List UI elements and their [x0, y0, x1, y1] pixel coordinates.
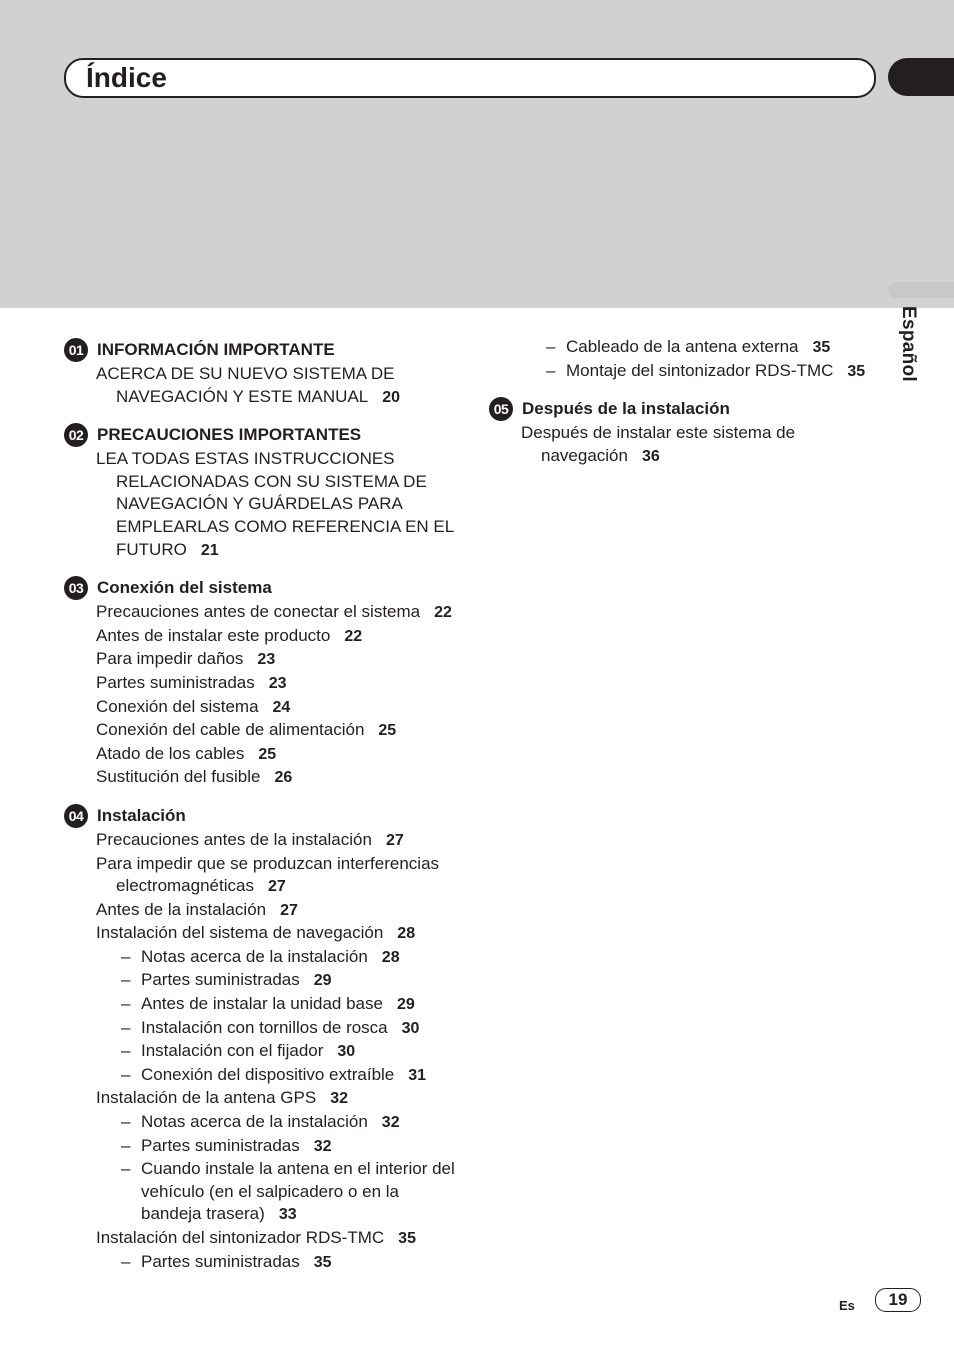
- toc-entry-text: LEA TODAS ESTAS INSTRUCCIONES RELACIONADAS CON SU SISTEMA DE NAVEGACIÓN Y GUÁRDELAS PARA EMPLEARLAS COMO REFERENCIA EN EL FUTURO: [96, 449, 454, 559]
- section-title: Conexión del sistema: [97, 578, 272, 598]
- toc-entry-page: 33: [278, 1206, 297, 1224]
- subentry-dash: –: [546, 337, 556, 356]
- toc-subentry[interactable]: [64, 1017, 464, 1041]
- subentry-dash: –: [121, 994, 131, 1014]
- toc-entry[interactable]: [64, 672, 464, 696]
- toc-entry[interactable]: [64, 625, 464, 649]
- page-number: 19: [875, 1288, 921, 1312]
- toc-entry-text: Antes de la instalación: [96, 899, 267, 919]
- page-title: Índice: [86, 62, 167, 93]
- toc-subentry[interactable]: [64, 1135, 464, 1159]
- subentry-dash: –: [121, 946, 131, 966]
- toc-entry-text: Conexión del dispositivo extraíble: [141, 1064, 395, 1084]
- toc-entry-page: 36: [641, 447, 660, 465]
- toc-entry-text: Cableado de la antena externa: [566, 337, 799, 356]
- toc-subentry[interactable]: [64, 946, 464, 970]
- toc-entry-page: 27: [280, 901, 298, 919]
- toc-entry-text: Para impedir que se produzcan interferencias electromagnéticas: [96, 853, 440, 896]
- toc-entry[interactable]: [64, 1227, 464, 1251]
- section-title: Instalación: [97, 805, 186, 825]
- toc-entry-text: Precauciones antes de la instalación: [96, 829, 372, 849]
- toc-entry-page: 25: [258, 745, 277, 763]
- toc-section: [64, 423, 464, 562]
- toc-entry[interactable]: [64, 853, 464, 899]
- section-title: INFORMACIÓN IMPORTANTE: [97, 340, 335, 359]
- toc-subentry[interactable]: [64, 1064, 464, 1088]
- toc-subentry[interactable]: [64, 1111, 464, 1135]
- toc-subentry[interactable]: [64, 1040, 464, 1064]
- subentry-dash: –: [121, 1041, 131, 1061]
- toc-entry-text: Antes de instalar este producto: [96, 625, 331, 645]
- toc-entry[interactable]: [64, 766, 464, 790]
- toc-entry-text: Notas acerca de la instalación: [141, 946, 368, 966]
- subentry-dash: –: [121, 1017, 131, 1037]
- toc-entry-text: ACERCA DE SU NUEVO SISTEMA DE NAVEGACIÓN Y ESTE MANUAL: [96, 364, 395, 406]
- toc-entry-page: 27: [267, 878, 286, 896]
- toc-entry-page: 25: [378, 722, 397, 740]
- toc-entry[interactable]: [64, 899, 464, 923]
- toc-entry[interactable]: [64, 601, 464, 625]
- toc-entry-page: 28: [381, 948, 400, 966]
- toc-entry[interactable]: [64, 648, 464, 672]
- toc-entry-text: Atado de los cables: [96, 743, 245, 763]
- toc-section-heading[interactable]: [64, 576, 464, 600]
- toc-entry[interactable]: [64, 829, 464, 853]
- toc-entry-text: Conexión del sistema: [96, 696, 259, 716]
- toc-entry-text: Precauciones antes de conectar el sistema: [96, 602, 421, 622]
- section-title: PRECAUCIONES IMPORTANTES: [97, 425, 362, 445]
- toc-entry-text: Después de instalar este sistema de navegación: [521, 423, 796, 465]
- subentry-dash: –: [121, 1135, 131, 1155]
- section-number-badge: 03: [64, 576, 88, 600]
- toc-subentry[interactable]: [64, 1251, 464, 1275]
- toc-entry-text: Antes de instalar la unidad base: [141, 994, 383, 1014]
- toc-entry-page: 22: [434, 604, 452, 622]
- toc-entry-text: Partes suministradas: [96, 672, 255, 692]
- toc-entry-page: 27: [385, 831, 404, 849]
- toc-entry-text: Montaje del sintonizador RDS-TMC: [566, 360, 834, 380]
- section-number-badge: 05: [489, 397, 513, 421]
- subentry-dash: –: [121, 1251, 131, 1271]
- section-title: Después de la instalación: [522, 399, 730, 419]
- toc-entry-page: 28: [397, 925, 416, 943]
- toc-subentry[interactable]: [64, 969, 464, 993]
- toc-entry-page: 22: [344, 627, 363, 645]
- toc-entry-page: 21: [200, 541, 219, 559]
- toc-entry-page: 32: [330, 1090, 348, 1108]
- toc-left-column: [64, 338, 464, 1288]
- toc-entry[interactable]: [64, 448, 464, 562]
- toc-entry-page: 31: [408, 1066, 427, 1084]
- toc-entry[interactable]: [64, 922, 464, 946]
- title-frame: [64, 58, 876, 98]
- toc-entry-page: 20: [382, 388, 401, 406]
- toc-entry[interactable]: [489, 422, 889, 468]
- toc-entry-text: Partes suministradas: [141, 1251, 300, 1271]
- toc-entry-text: Instalación con tornillos de rosca: [141, 1017, 388, 1037]
- language-tab-marker: [888, 282, 954, 298]
- toc-entry-page: 30: [337, 1043, 356, 1061]
- toc-entry-page: 24: [272, 698, 291, 716]
- toc-section: [64, 804, 464, 1274]
- toc-entry-page: 26: [274, 769, 293, 787]
- toc-entry[interactable]: [64, 363, 464, 409]
- toc-entry-page: 30: [401, 1019, 420, 1037]
- toc-section: [64, 338, 464, 409]
- toc-entry-page: 23: [268, 674, 287, 692]
- toc-entry-text: Instalación del sintonizador RDS-TMC: [96, 1228, 385, 1247]
- toc-section-heading[interactable]: [64, 804, 464, 828]
- toc-entry-page: 32: [381, 1114, 400, 1132]
- subentry-dash: –: [546, 360, 556, 380]
- toc-subentry[interactable]: [64, 1158, 464, 1227]
- toc-entry-text: Conexión del cable de alimentación: [96, 720, 365, 740]
- toc-entry-text: Notas acerca de la instalación: [141, 1112, 368, 1132]
- toc-entry-page: 35: [398, 1230, 416, 1247]
- toc-subentry[interactable]: [489, 360, 889, 384]
- toc-entry-text: Instalación de la antena GPS: [96, 1088, 317, 1108]
- toc-entry-text: Partes suministradas: [141, 1135, 300, 1155]
- toc-continued: [489, 336, 889, 383]
- toc-subentry[interactable]: [489, 336, 889, 360]
- toc-entry-text: Instalación con el fijador: [141, 1041, 324, 1061]
- toc-entry-page: 35: [847, 362, 866, 380]
- toc-section-heading[interactable]: [489, 397, 889, 421]
- toc-section-heading[interactable]: [64, 338, 464, 362]
- toc-entry[interactable]: [64, 743, 464, 767]
- header-band: [0, 0, 954, 308]
- toc-entry[interactable]: [64, 1087, 464, 1111]
- toc-entry[interactable]: [64, 719, 464, 743]
- toc-entry-text: Partes suministradas: [141, 970, 300, 990]
- chapter-tab: [888, 58, 954, 96]
- toc-entry-page: 35: [313, 1253, 332, 1271]
- footer-language-code: Es: [839, 1298, 855, 1313]
- language-label: Español: [898, 306, 919, 383]
- subentry-dash: –: [121, 970, 131, 990]
- toc-entry-text: Para impedir daños: [96, 649, 244, 669]
- toc-entry-text: Sustitución del fusible: [96, 767, 261, 787]
- toc-entry-text: Cuando instale la antena en el interior del vehículo (en el salpicadero o en la bandeja trasera): [141, 1159, 455, 1224]
- toc-subentry[interactable]: [64, 993, 464, 1017]
- toc-entry[interactable]: [64, 696, 464, 720]
- subentry-dash: –: [121, 1064, 131, 1084]
- toc-right-column: [489, 336, 889, 482]
- toc-entry-text: Instalación del sistema de navegación: [96, 923, 384, 943]
- toc-entry-page: 29: [313, 972, 332, 990]
- toc-entry-page: 29: [396, 996, 415, 1014]
- toc-section: [489, 397, 889, 468]
- subentry-dash: –: [121, 1159, 131, 1179]
- toc-entry-page: 35: [812, 339, 831, 356]
- subentry-dash: –: [121, 1112, 131, 1132]
- toc-entry-page: 23: [257, 651, 276, 669]
- toc-section: [64, 576, 464, 790]
- toc-entry-page: 32: [313, 1137, 332, 1155]
- section-number-badge: 02: [64, 423, 88, 447]
- section-number-badge: 04: [64, 804, 88, 828]
- section-number-badge: 01: [64, 338, 88, 362]
- toc-section-heading[interactable]: [64, 423, 464, 447]
